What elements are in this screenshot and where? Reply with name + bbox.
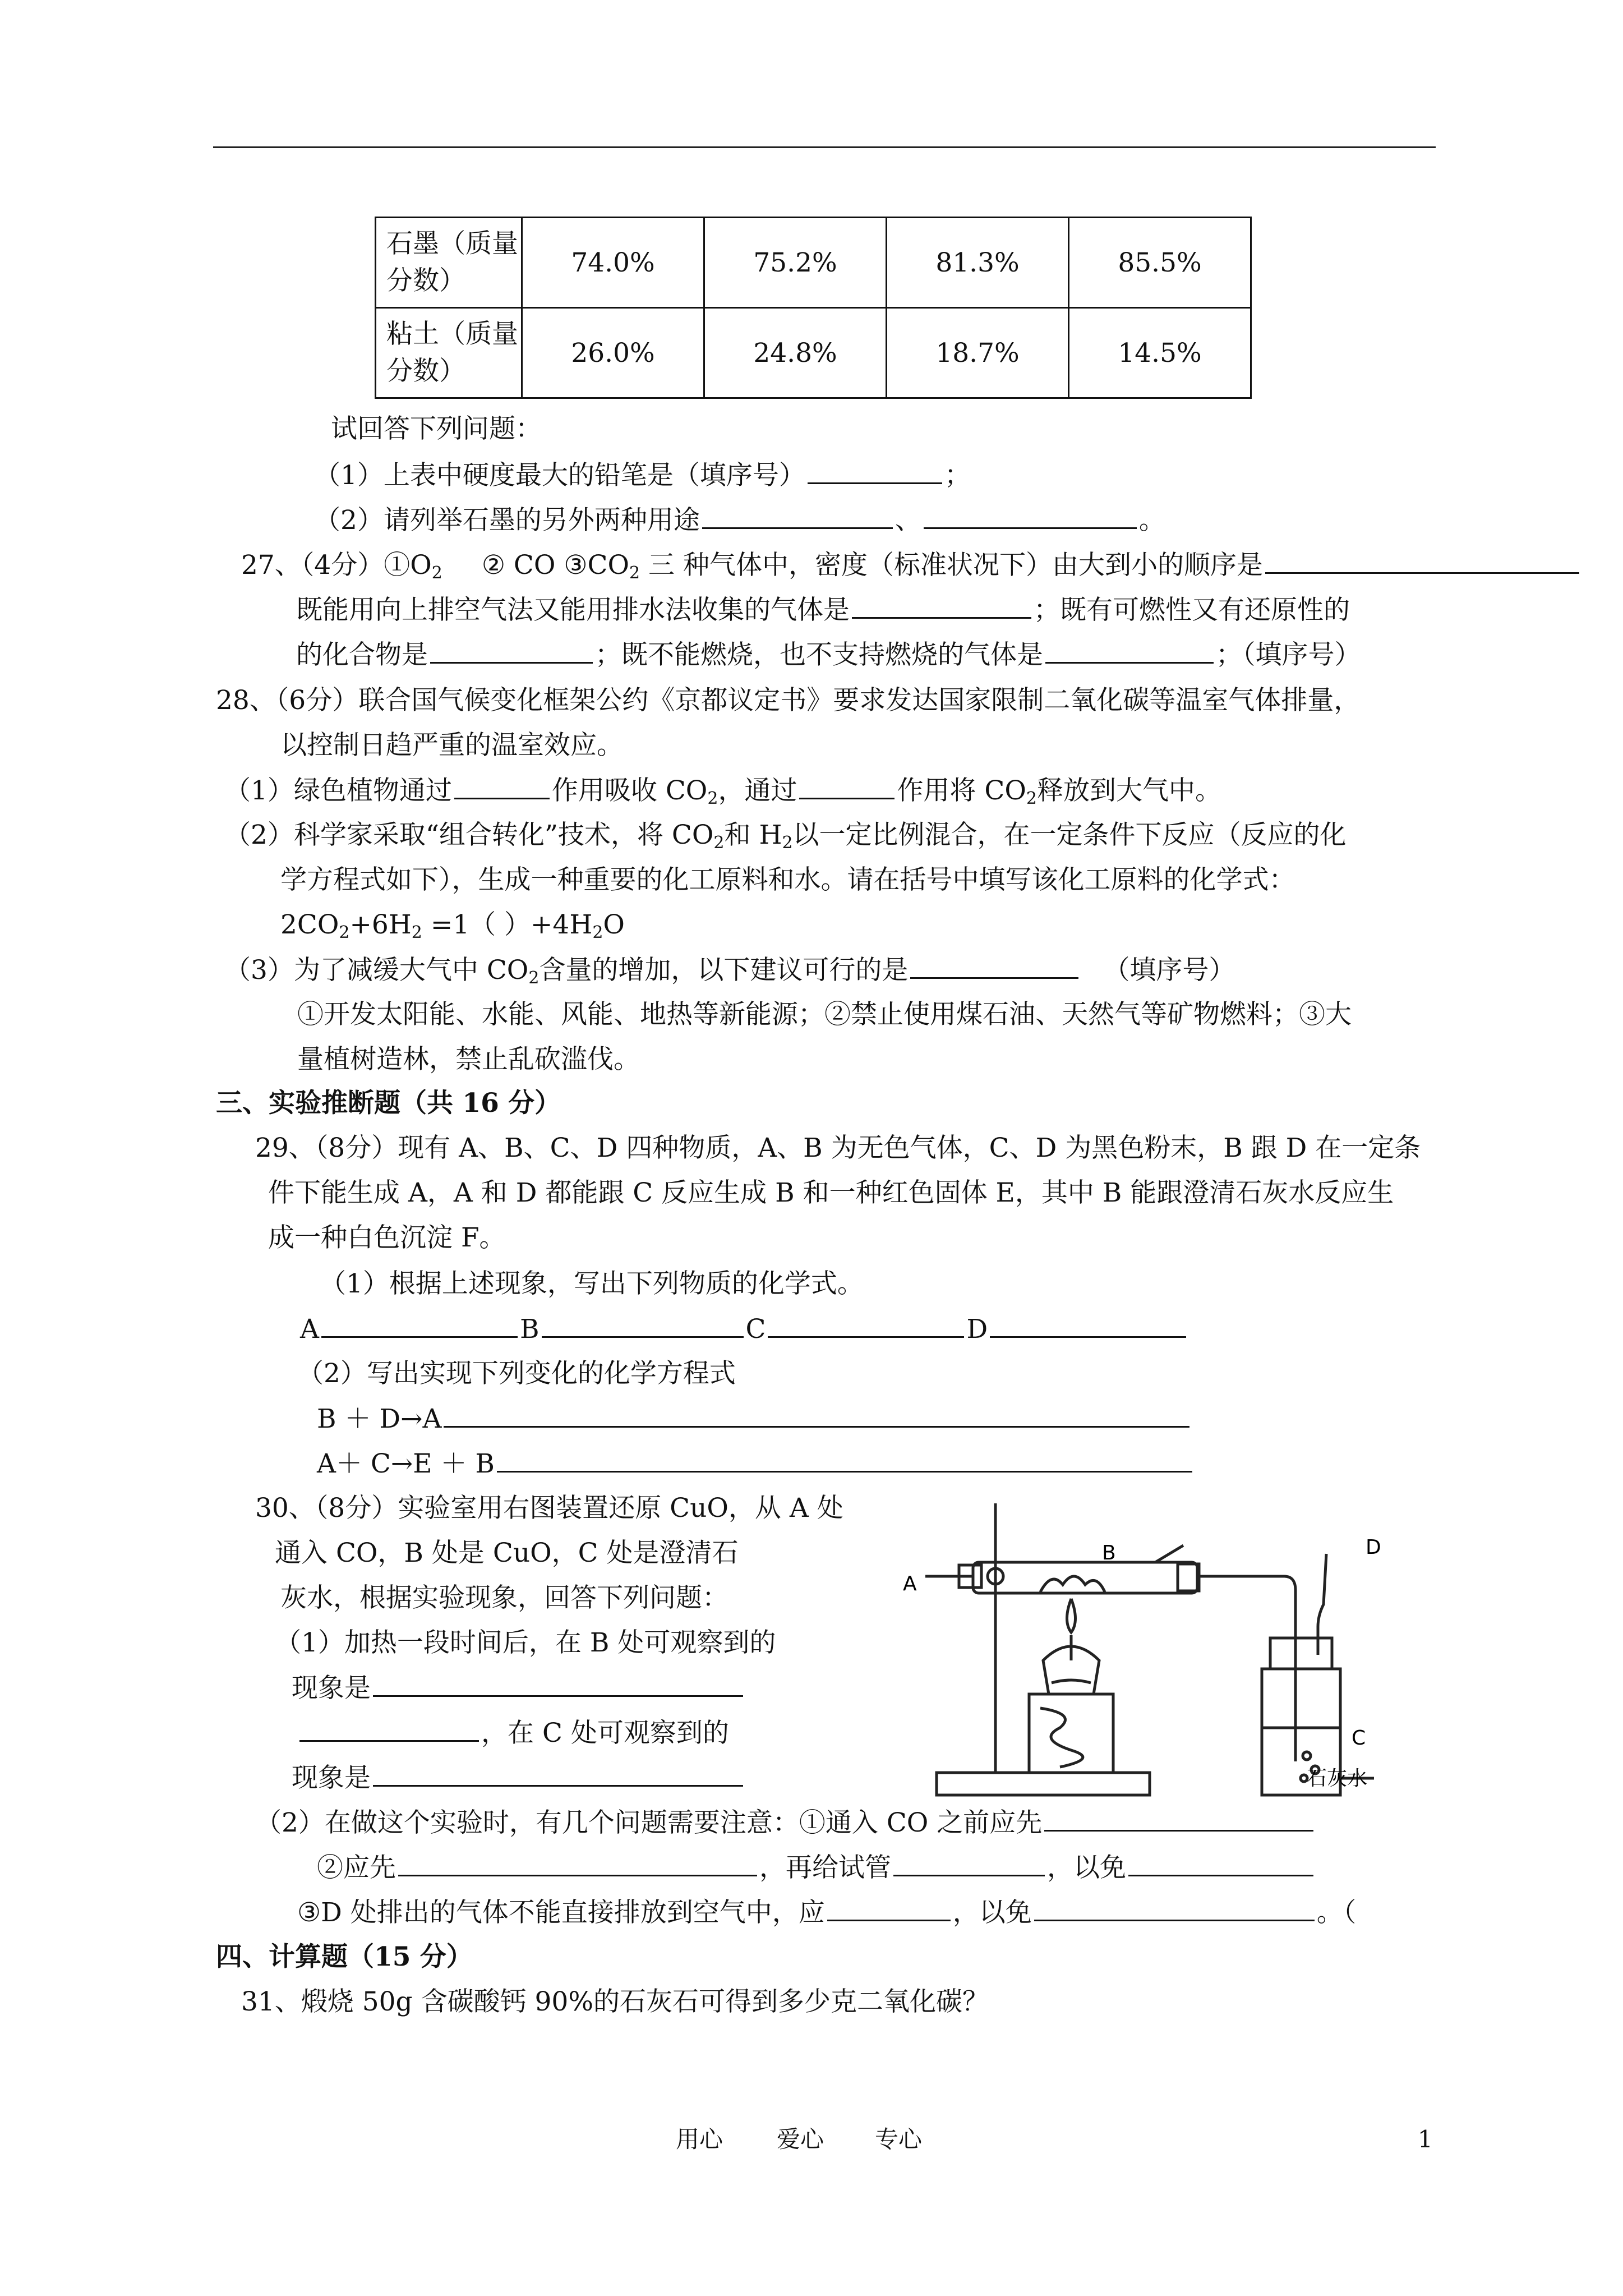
lamp-block <box>1029 1694 1113 1773</box>
graphite-clay-table <box>375 217 1252 399</box>
answer-blank[interactable] <box>321 1314 518 1338</box>
q31-text: 31、煅烧 50g 含碳酸钙 90%的石灰石可得到多少克二氧化碳？ <box>241 1986 989 2017</box>
q30-line6: ，在 C 处可观察到的 <box>297 1718 729 1749</box>
q29-part1: （1）根据上述现象，写出下列物质的化学式。 <box>320 1268 864 1299</box>
co-reduction-apparatus-figure <box>892 1492 1396 1812</box>
fig-label-c: C <box>1352 1727 1366 1750</box>
answer-blank[interactable] <box>924 505 1137 529</box>
table-cell: 18.7% <box>887 308 1069 398</box>
q29-line3: 成一种白色沉淀 F。 <box>268 1222 506 1253</box>
flame <box>1067 1599 1076 1632</box>
answer-blank[interactable] <box>768 1314 964 1338</box>
q26-part2: （2）请列举石墨的另外两种用途 、 。 <box>314 505 1165 536</box>
stand-base <box>937 1773 1150 1795</box>
table-cell: 26.0% <box>522 308 704 398</box>
answer-blank[interactable] <box>444 1404 1189 1428</box>
q28-part1: （1）绿色植物通过 作用吸收 $CO_2$，通过 作用将 $CO_2$释放到大气中。 <box>224 775 1221 808</box>
q30-part2: （2）在做这个实验时，有几个问题需要注意：①通入 CO 之前应先 <box>255 1807 1316 1838</box>
q28-part3-line2: ①开发太阳能、水能、风能、地热等新能源；②禁止使用煤石油、天然气等矿物燃料；③大 <box>297 999 1352 1030</box>
q30-part1: （1）加热一段时间后，在 B 处可观察到的 <box>275 1627 776 1658</box>
section-heading: 三、实验推断题（共 16 分） <box>216 1088 561 1119</box>
q27-line1: 27、（4分）$①O_2$ ② CO $③CO_2$ 三 种气体中，密度（标准状况下）由大到小的顺序是 <box>241 550 1581 583</box>
q28-line1: 28、（6分）联合国气候变化框架公约《京都议定书》要求发达国家限制二氧化碳等温室气体排量， <box>216 685 1361 716</box>
answer-blank[interactable] <box>702 505 893 529</box>
row-header: 石墨（质量分数） <box>376 218 522 308</box>
q30-line10: ③D 处排出的气体不能直接排放到空气中，应 ，以免 。（ <box>297 1897 1357 1928</box>
q28-part2-line2: 学方程式如下），生成一种重要的化工原料和水。请在括号中填写该化工原料的化学式： <box>280 864 1295 895</box>
q26-intro: 试回答下列问题： <box>331 413 542 444</box>
answer-blank[interactable] <box>827 1897 951 1921</box>
row-header: 粘土（质量分数） <box>376 308 522 398</box>
section-heading: 四、计算题（15 分） <box>216 1941 473 1972</box>
tube-stopper <box>1178 1564 1199 1591</box>
answer-blank[interactable] <box>430 639 593 664</box>
answer-blank[interactable] <box>454 775 550 799</box>
answer-blank[interactable] <box>808 460 942 484</box>
footer-motto: 爱心 <box>777 2125 824 2153</box>
table-cell: 14.5% <box>1069 308 1251 398</box>
q28-equation: $2CO_2+6H_2 =1$（ ）$+4H_2O$ <box>280 909 625 942</box>
answer-blank[interactable] <box>893 1852 1045 1876</box>
answer-blank[interactable] <box>990 1314 1186 1338</box>
answer-blank[interactable] <box>373 1763 743 1787</box>
q30-line2: 通入 CO，B 处是 CuO，C 处是澄清石 <box>275 1538 739 1568</box>
answer-blank[interactable] <box>1128 1852 1313 1876</box>
table-row <box>376 218 1251 308</box>
q30-line7: 现象是 <box>292 1763 745 1793</box>
table-cell: 75.2% <box>704 218 887 308</box>
q29-equation1: B ＋ D→A <box>317 1404 1192 1434</box>
page-number: 1 <box>1418 2125 1433 2153</box>
q27-line2: 既能用向上排空气法又能用排水法收集的气体是 ；既有可燃性又有还原性的 <box>296 595 1350 625</box>
table-cell: 24.8% <box>704 308 887 398</box>
q28-part2-line1: （2）科学家采取“组合转化”技术，将 $CO_2$和 $H_2$以一定比例混合，在一定条件下反应（反应的化 <box>224 820 1347 853</box>
exit-tube <box>1318 1554 1326 1655</box>
fig-label-b: B <box>1102 1542 1116 1565</box>
answer-blank[interactable] <box>1265 550 1579 574</box>
table-cell: 85.5% <box>1069 218 1251 308</box>
answer-blank[interactable] <box>373 1673 743 1697</box>
q29-line2: 件下能生成 A，A 和 D 都能跟 C 反应生成 B 和一种红色固体 E，其中 B 能跟澄清石灰水反应生 <box>268 1177 1394 1208</box>
glass-tube <box>973 1562 1197 1593</box>
footer-motto: 专心 <box>875 2125 923 2153</box>
answer-blank[interactable] <box>542 1314 744 1338</box>
fig-label-d: D <box>1366 1536 1381 1559</box>
q29-formula-blanks: A B C D <box>300 1314 1188 1345</box>
label-b-pointer <box>1155 1545 1183 1562</box>
footer-motto: 用心 <box>676 2125 723 2153</box>
table-cell: 74.0% <box>522 218 704 308</box>
answer-blank[interactable] <box>299 1718 479 1742</box>
header-rule <box>213 146 1436 148</box>
answer-blank[interactable] <box>1045 639 1214 664</box>
q30-line5: 现象是 <box>292 1673 745 1704</box>
answer-blank[interactable] <box>852 595 1031 619</box>
answer-blank[interactable] <box>497 1448 1192 1473</box>
q29-line1: 29、（8分）现有 A、B、C、D 四种物质，A、B 为无色气体，C、D 为黑色粉末，B 跟 D 在一定条 <box>255 1133 1421 1163</box>
table-row <box>376 308 1251 398</box>
q30-line1: 30、（8分）实验室用右图装置还原 CuO，从 A 处 <box>255 1493 843 1524</box>
q27-line3: 的化合物是 ；既不能燃烧，也不支持燃烧的气体是 ；（填序号） <box>296 639 1361 670</box>
answer-blank[interactable] <box>1034 1897 1315 1921</box>
q28-line2: 以控制日趋严重的温室效应。 <box>280 730 623 761</box>
q29-equation2: A＋ C→E ＋ B <box>317 1448 1195 1479</box>
fig-label-limewater: 石灰水 <box>1307 1767 1368 1790</box>
q28-part3-line3: 量植树造林，禁止乱砍滥伐。 <box>297 1044 640 1075</box>
fig-label-a: A <box>903 1572 917 1595</box>
cuo-powder <box>1040 1576 1105 1592</box>
bottle-stopper <box>1270 1638 1332 1669</box>
q30-line3: 灰水，根据实验现象，回答下列问题： <box>280 1582 728 1613</box>
answer-blank[interactable] <box>398 1852 757 1876</box>
q26-part1: （1）上表中硬度最大的铅笔是（填序号） ； <box>314 460 971 491</box>
q29-part2: （2）写出实现下列变化的化学方程式 <box>297 1358 736 1389</box>
answer-blank[interactable] <box>910 955 1078 979</box>
q30-line9: ②应先 ，再给试管 ，以免 <box>317 1852 1316 1883</box>
answer-blank[interactable] <box>799 775 895 799</box>
q28-part3: （3）为了减缓大气中 $CO_2$含量的增加，以下建议可行的是 （填序号） <box>224 955 1235 988</box>
table-cell: 81.3% <box>887 218 1069 308</box>
